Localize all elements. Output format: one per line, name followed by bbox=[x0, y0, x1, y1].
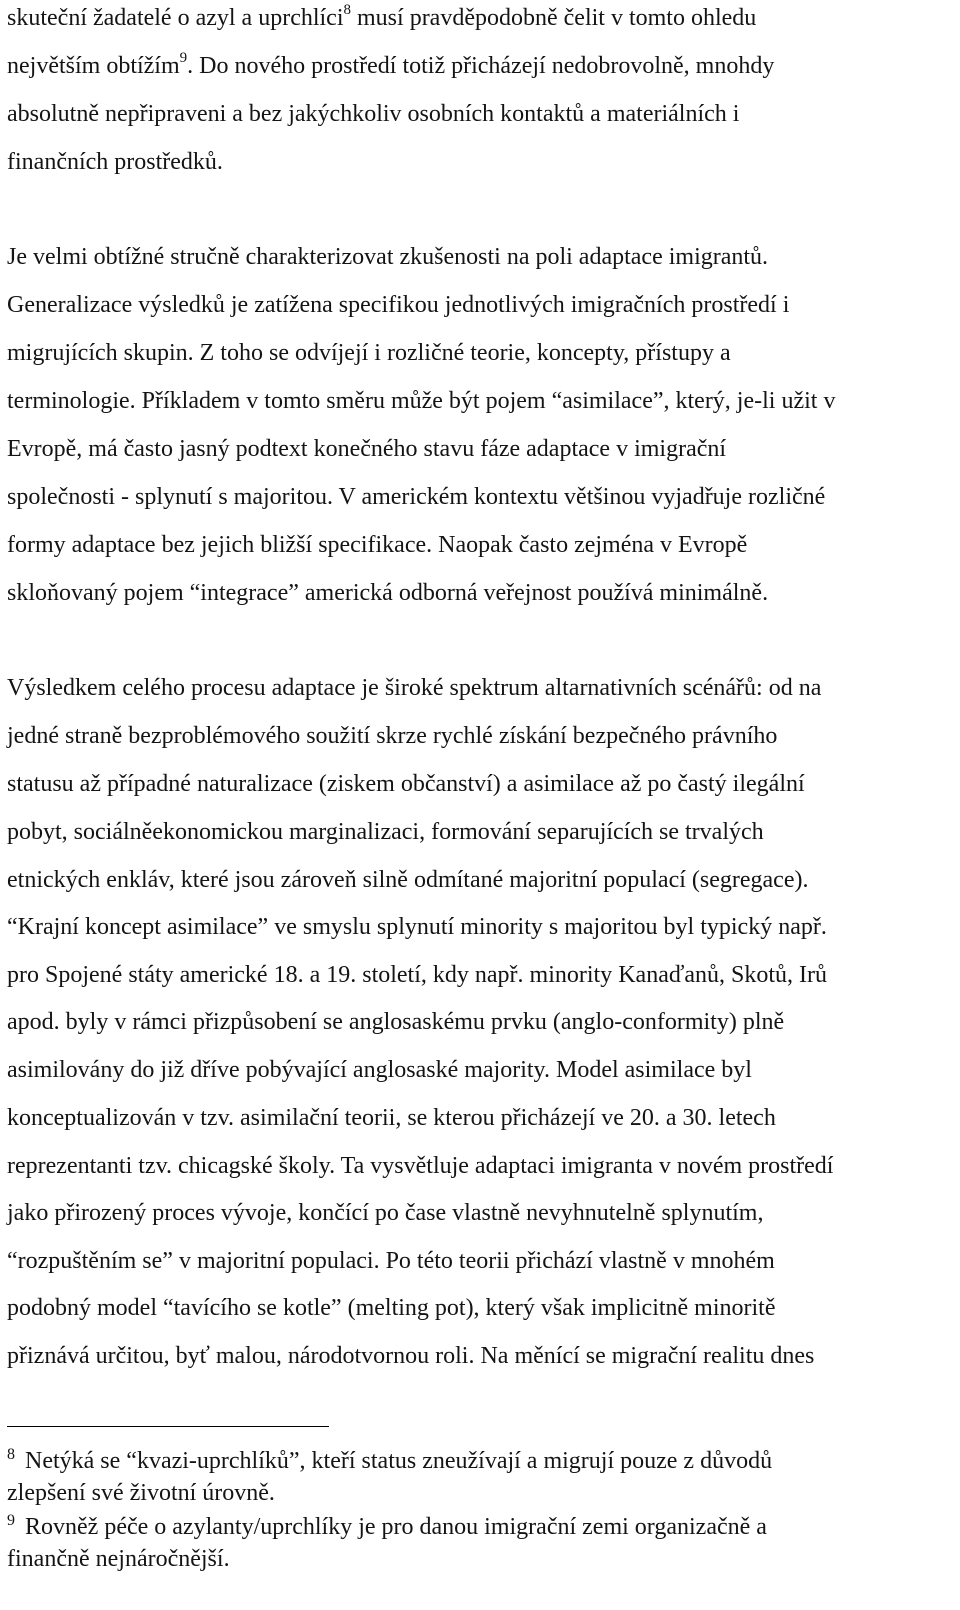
body-text-line: reprezentanti tzv. chicagské školy. Ta vysvětluje adaptaci imigranta v novém prostředí bbox=[7, 1153, 834, 1179]
body-text-line: podobný model “tavícího se kotle” (melting pot), který však implicitně minoritě bbox=[7, 1295, 776, 1321]
text-run: musí pravděpodobně čelit v tomto ohledu bbox=[351, 5, 757, 31]
body-text-line: společnosti - splynutí s majoritou. V americkém kontextu většinou vyjadřuje rozličné bbox=[7, 484, 826, 510]
body-text-line: pro Spojené státy americké 18. a 19. století, kdy např. minority Kanaďanů, Skotů, Irů bbox=[7, 962, 828, 988]
body-text-line: Generalizace výsledků je zatížena specifikou jednotlivých imigračních prostředí i bbox=[7, 292, 790, 318]
footnote-text: Rovněž péče o azylanty/uprchlíky je pro danou imigrační zemi organizačně a bbox=[25, 1514, 767, 1540]
body-text-line: jako přirozený proces vývoje, končící po čase vlastně nevyhnutelně splynutím, bbox=[7, 1200, 764, 1226]
text-run: největším obtížím bbox=[7, 53, 180, 79]
body-text-line: terminologie. Příkladem v tomto směru může být pojem “asimilace”, který, je-li užit v bbox=[7, 388, 836, 414]
body-text-line: jedné straně bezproblémového soužití skrze rychlé získání bezpečného právního bbox=[7, 723, 778, 749]
body-text-line: přiznává určitou, byť malou, národotvornou roli. Na měnící se migrační realitu dnes bbox=[7, 1343, 815, 1369]
body-text-line: absolutně nepřipraveni a bez jakýchkoliv osobních kontaktů a materiálních i bbox=[7, 101, 740, 127]
footnote-text: Netýká se “kvazi-uprchlíků”, kteří status zneužívají a migrují pouze z důvodů bbox=[25, 1448, 773, 1474]
footnote-8-cont: zlepšení své životní úrovně. bbox=[7, 1480, 275, 1506]
footnote-separator bbox=[7, 1426, 329, 1427]
footnote-ref-9: 9 bbox=[179, 50, 188, 66]
text-run: skuteční žadatelé o azyl a uprchlíci bbox=[7, 5, 344, 31]
body-text-line: finančních prostředků. bbox=[7, 149, 223, 175]
body-text-line: “Krajní koncept asimilace” ve smyslu splynutí minority s majoritou byl typický např. bbox=[7, 914, 827, 940]
footnote-ref-8: 8 bbox=[343, 2, 352, 18]
footnote-9 bbox=[7, 1513, 767, 1541]
footnote-number: 8 bbox=[7, 1446, 15, 1463]
body-text-line: statusu až případné naturalizace (ziskem občanství) a asimilace až po častý ilegální bbox=[7, 771, 805, 797]
body-text-line: formy adaptace bez jejich bližší specifikace. Naopak často zejména v Evropě bbox=[7, 532, 748, 558]
footnote-8 bbox=[7, 1447, 772, 1475]
body-text-line: pobyt, sociálněekonomickou marginalizaci, formování separujících se trvalých bbox=[7, 819, 764, 845]
body-text-line bbox=[7, 4, 756, 32]
body-text-line: konceptualizován v tzv. asimilační teorii, se kterou přicházejí ve 20. a 30. letech bbox=[7, 1105, 776, 1131]
body-text-line: Výsledkem celého procesu adaptace je široké spektrum altarnativních scénářů: od na bbox=[7, 675, 822, 701]
body-text-line: asimilovány do již dříve pobývající anglosaské majority. Model asimilace byl bbox=[7, 1057, 752, 1083]
body-text-line: migrujících skupin. Z toho se odvíjejí i rozličné teorie, koncepty, přístupy a bbox=[7, 340, 731, 366]
body-text-line: “rozpuštěním se” v majoritní populaci. Po této teorii přichází vlastně v mnohém bbox=[7, 1248, 775, 1274]
body-text-line: Evropě, má často jasný podtext konečného stavu fáze adaptace v imigrační bbox=[7, 436, 727, 462]
body-text-line: apod. byly v rámci přizpůsobení se anglosaskému prvku (anglo-conformity) plně bbox=[7, 1009, 785, 1035]
body-text-line: Je velmi obtížné stručně charakterizovat zkušenosti na poli adaptace imigrantů. bbox=[7, 244, 769, 270]
body-text-line bbox=[7, 52, 774, 80]
body-text-line: skloňovaný pojem “integrace” americká odborná veřejnost používá minimálně. bbox=[7, 580, 769, 606]
text-run: . Do nového prostředí totiž přicházejí nedobrovolně, mnohdy bbox=[187, 53, 775, 79]
footnote-9-cont: finančně nejnáročnější. bbox=[7, 1546, 230, 1572]
footnote-number: 9 bbox=[7, 1512, 15, 1529]
body-text-line: etnických enkláv, které jsou zároveň silně odmítané majoritní populací (segregace). bbox=[7, 867, 809, 893]
